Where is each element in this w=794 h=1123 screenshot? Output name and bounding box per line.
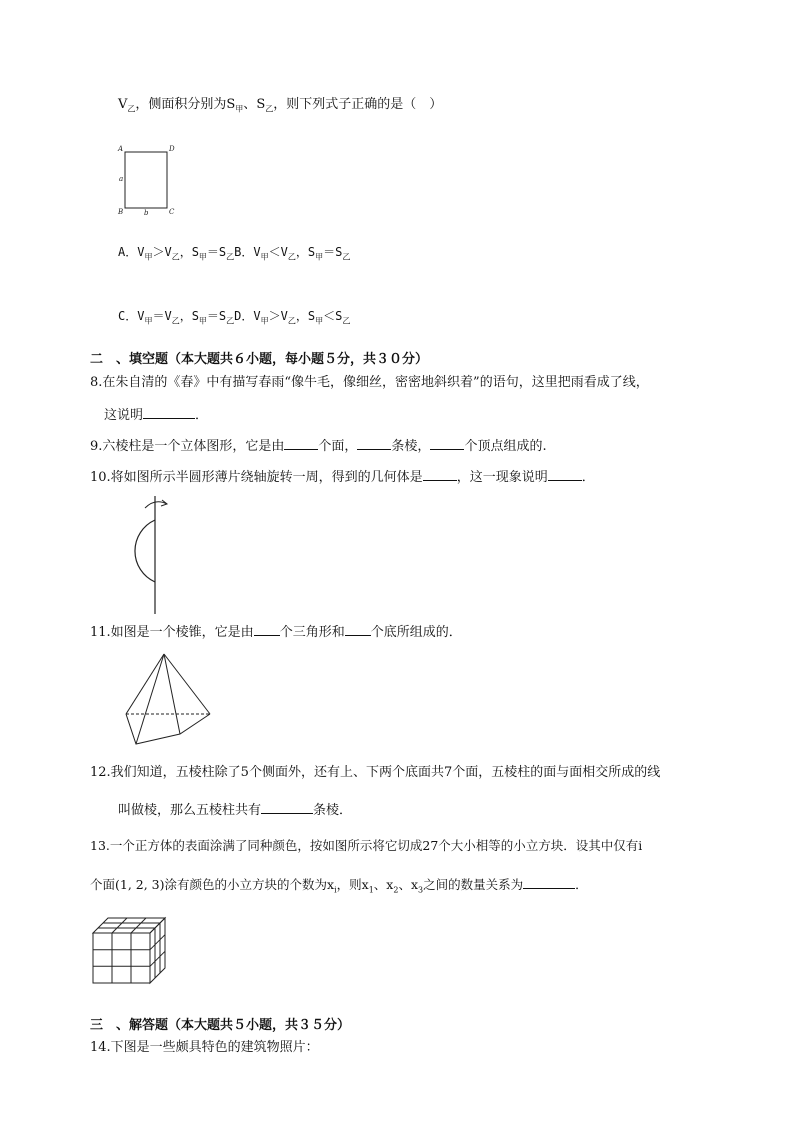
q9-part1: 9.六棱柱是一个立体图形，它是由 xyxy=(90,439,285,454)
q10-blank-solid[interactable] xyxy=(423,468,457,481)
q7-stem-mid: ，侧面积分别为S xyxy=(135,97,236,112)
q13-line2 xyxy=(90,876,588,900)
cube-front-face xyxy=(93,933,150,983)
q9-blank-faces[interactable] xyxy=(284,437,318,450)
option-b-sub4: 乙 xyxy=(342,252,351,262)
q13-line2-part-b: ，则x xyxy=(336,877,369,892)
q9-blank-edges[interactable] xyxy=(357,437,391,450)
q14-line1: 14.下图是一些颇具特色的建筑物照片： xyxy=(90,1040,319,1055)
option-b-s: ，S xyxy=(295,245,316,259)
q12-line2-prefix: 叫做棱，那么五棱柱共有 xyxy=(118,803,262,818)
option-b-sub1: 甲 xyxy=(260,252,269,262)
option-c-rel: ＝V xyxy=(152,309,172,323)
option-a-rel: ＞V xyxy=(152,245,172,259)
q10-part1: 10.将如图所示半圆形薄片绕轴旋转一周，得到的几何体是 xyxy=(90,470,423,485)
option-c-sub3: 甲 xyxy=(198,316,207,326)
option-d-sub4: 乙 xyxy=(342,316,351,326)
option-b-sub3: 甲 xyxy=(315,252,324,262)
q7-stem-end: ，则下列式子正确的是（ ） xyxy=(273,97,443,112)
option-c-s: ，S xyxy=(179,309,199,323)
option-a-s: ，S xyxy=(179,245,199,259)
q11-part3: 个底所组成的． xyxy=(370,625,462,640)
q13-sub-1: 1 xyxy=(368,885,374,895)
option-b-rel: ＜V xyxy=(268,245,288,259)
option-b-s-rel: ＝S xyxy=(323,245,343,259)
option-b-sub2: 乙 xyxy=(287,252,296,262)
q12-line2-suffix: 条棱． xyxy=(313,803,353,818)
q11-line xyxy=(90,623,462,642)
q13-sub-i: i xyxy=(334,885,337,895)
option-a-sub1: 甲 xyxy=(144,252,153,262)
cube-top-face xyxy=(93,918,165,933)
option-d-s: ，S xyxy=(295,309,316,323)
q8-line2-suffix: ． xyxy=(195,408,209,423)
option-a-sub3: 甲 xyxy=(198,252,207,262)
option-a-sub4: 乙 xyxy=(226,252,235,262)
q10-part3: ． xyxy=(581,470,595,485)
q13-sub-2: 2 xyxy=(393,885,399,895)
option-c-sub4: 乙 xyxy=(226,316,235,326)
q11-pyramid-figure xyxy=(120,652,220,752)
section-2-heading: 二 、填空题（本大题共６小题，每小题５分，共３０分） xyxy=(90,352,429,367)
option-a-sub2: 乙 xyxy=(171,252,180,262)
q10-part2: ，这一现象说明 xyxy=(456,470,548,485)
pyramid-edge-4 xyxy=(164,654,210,714)
q10-semicircle-figure xyxy=(115,494,175,616)
option-c-sub1: 甲 xyxy=(144,316,153,326)
q9-part3: 条棱， xyxy=(391,439,431,454)
q12-line1: 12.我们知道，五棱柱除了5个侧面外，还有上、下两个底面共7个面，五棱柱的面与面相交所成的线 xyxy=(90,765,661,780)
cube-right-h1 xyxy=(150,935,165,950)
q10-blank-meaning[interactable] xyxy=(548,468,582,481)
pyramid-edge-2 xyxy=(136,654,164,744)
q7-stem-sep: 、 xyxy=(243,97,257,112)
semicircle-arc xyxy=(135,520,155,582)
q13-sub-3: 3 xyxy=(418,885,424,895)
option-c-s-rel: ＝S xyxy=(206,309,227,323)
rectangle-abcd xyxy=(125,152,167,208)
q11-part2: 个三角形和 xyxy=(279,625,345,640)
q8-line1: 8.在朱自清的《春》中有描写春雨“像牛毛，像细丝，密密地斜织着”的语句，这里把雨看成了线， xyxy=(90,375,649,390)
q13-line1: 13.一个正方体的表面涂满了同种颜色，按如图所示将它切成27个大小相等的小立方块．设其中仅有i xyxy=(90,838,643,853)
q13-line2-part-a: 个面(1, 2, 3)涂有颜色的小立方块的个数为x xyxy=(90,877,335,892)
q7-rectangle-figure xyxy=(115,142,185,217)
q13-line2-part-f: ． xyxy=(575,877,588,892)
label-c-vertex: C xyxy=(169,208,175,216)
q11-part1: 11.如图是一个棱锥，它是由 xyxy=(90,625,254,640)
option-a-label: A．V xyxy=(118,245,145,259)
cube-top-d1 xyxy=(112,918,127,933)
q7-stem-s: S xyxy=(256,97,266,112)
pyramid-base-front xyxy=(126,714,210,744)
label-b-vertex: B xyxy=(118,208,124,216)
q11-blank-bases[interactable] xyxy=(345,623,371,636)
option-d-label: D．V xyxy=(234,309,261,323)
pyramid-edge-1 xyxy=(126,654,164,714)
q13-line2-part-c: 、x xyxy=(373,877,394,892)
q7-stem xyxy=(118,96,442,119)
q8-answer-blank[interactable] xyxy=(143,406,195,419)
q11-blank-triangles[interactable] xyxy=(254,623,280,636)
q7-options-cd xyxy=(118,307,350,330)
q13-line2-part-e: 之间的数量关系为 xyxy=(423,877,524,892)
option-d-sub2: 乙 xyxy=(287,316,296,326)
q13-cube-figure xyxy=(90,915,170,985)
label-a-side: a xyxy=(119,175,124,183)
section-3-heading: 三 、解答题（本大题共５小题，共３５分） xyxy=(90,1018,351,1033)
option-d-sub3: 甲 xyxy=(315,316,324,326)
q12-answer-blank[interactable] xyxy=(261,801,313,814)
q7-stem-sub-jia: 甲 xyxy=(235,104,244,114)
q13-answer-blank[interactable] xyxy=(523,876,575,889)
cube-right-h2 xyxy=(150,951,165,966)
label-a-vertex: A xyxy=(118,145,124,153)
label-b-side: b xyxy=(144,209,149,217)
q9-line xyxy=(90,437,547,456)
option-d-rel: ＞V xyxy=(268,309,288,323)
q9-part2: 个面， xyxy=(318,439,358,454)
option-d-sub1: 甲 xyxy=(260,316,269,326)
label-d-vertex: D xyxy=(169,145,175,153)
q13-line2-part-d: 、x xyxy=(398,877,418,892)
option-c-sub2: 乙 xyxy=(171,316,180,326)
q8-line2 xyxy=(104,406,208,425)
option-b-label: B．V xyxy=(234,245,261,259)
cube-top-d2 xyxy=(131,918,146,933)
q7-options-ab xyxy=(118,243,350,266)
q7-stem-sub: 乙 xyxy=(127,104,136,114)
q7-stem-sub2: 乙 xyxy=(265,104,274,114)
q7-stem-v: V xyxy=(118,97,128,112)
option-a-s-rel: ＝S xyxy=(206,245,227,259)
option-c-label: C．V xyxy=(118,309,145,323)
q12-line2 xyxy=(118,801,352,820)
q8-line2-prefix: 这说明 xyxy=(104,408,144,423)
q10-line xyxy=(90,468,595,487)
q9-part4: 个顶点组成的. xyxy=(464,439,547,454)
q9-blank-vertices[interactable] xyxy=(430,437,464,450)
option-d-s-rel: ＜S xyxy=(323,309,343,323)
pyramid-edge-3 xyxy=(164,654,180,734)
